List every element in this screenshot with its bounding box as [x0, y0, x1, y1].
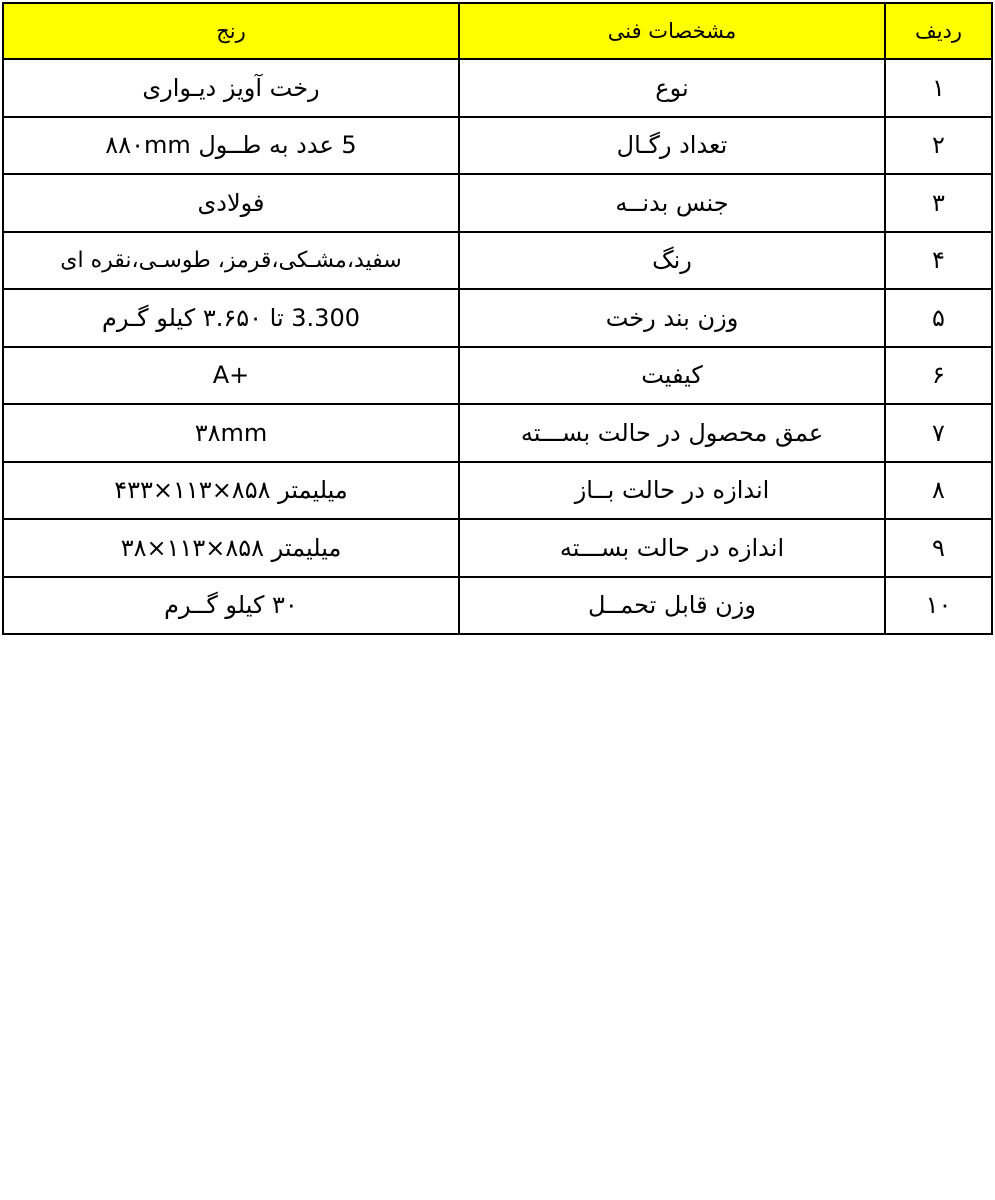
header-range: رنج: [3, 3, 459, 59]
row-number: ۷: [885, 404, 992, 462]
row-number: ۴: [885, 232, 992, 290]
spec-name: وزن قابل تحمــل: [459, 577, 885, 635]
table-row: [3, 577, 992, 635]
spec-value: میلیمتر ۸۵۸×۱۱۳×۳۸: [3, 519, 459, 577]
spec-value: فولادی: [3, 174, 459, 232]
table-row: [3, 404, 992, 462]
header-technical-specs: مشخصات فنی: [459, 3, 885, 59]
spec-name: وزن بند رخت: [459, 289, 885, 347]
spec-name: تعداد رگـال: [459, 117, 885, 175]
spec-name: کیفیت: [459, 347, 885, 405]
row-number: ۱: [885, 59, 992, 117]
spec-value: ۳۰ کیلو گــرم: [3, 577, 459, 635]
row-number: ۵: [885, 289, 992, 347]
table-row: [3, 232, 992, 290]
spec-value: رخت آویز دیـواری: [3, 59, 459, 117]
spec-value: 3.300 تا ۳.۶۵۰ کیلو گـرم: [3, 289, 459, 347]
header-row: [3, 3, 992, 59]
table-row: [3, 59, 992, 117]
row-number: ۱۰: [885, 577, 992, 635]
header-row-number: ردیف: [885, 3, 992, 59]
spec-table: [2, 2, 993, 635]
spec-value: ۳۸mm: [194, 418, 268, 447]
spec-value: سفید،مشـکی،قرمز، طوسـی،نقره ای: [3, 232, 459, 290]
spec-value: A+: [212, 361, 250, 390]
spec-name: نوع: [459, 59, 885, 117]
table-row: [3, 347, 992, 405]
row-number: ۶: [885, 347, 992, 405]
spec-name: اندازه در حالت بــاز: [459, 462, 885, 520]
spec-name: جنس بدنــه: [459, 174, 885, 232]
spec-name: اندازه در حالت بســـته: [459, 519, 885, 577]
row-number: ۹: [885, 519, 992, 577]
spec-value: میلیمتر ۸۵۸×۱۱۳×۴۳۳: [3, 462, 459, 520]
row-number: ۸: [885, 462, 992, 520]
table-row: [3, 519, 992, 577]
spec-value: 5 عدد به طــول ۸۸۰mm: [3, 117, 459, 175]
row-number: ۳: [885, 174, 992, 232]
table-row: [3, 174, 992, 232]
row-number: ۲: [885, 117, 992, 175]
spec-name: عمق محصول در حالت بســـته: [459, 404, 885, 462]
table-row: [3, 462, 992, 520]
table-row: [3, 289, 992, 347]
table-row: [3, 117, 992, 175]
spec-name: رنگ: [459, 232, 885, 290]
